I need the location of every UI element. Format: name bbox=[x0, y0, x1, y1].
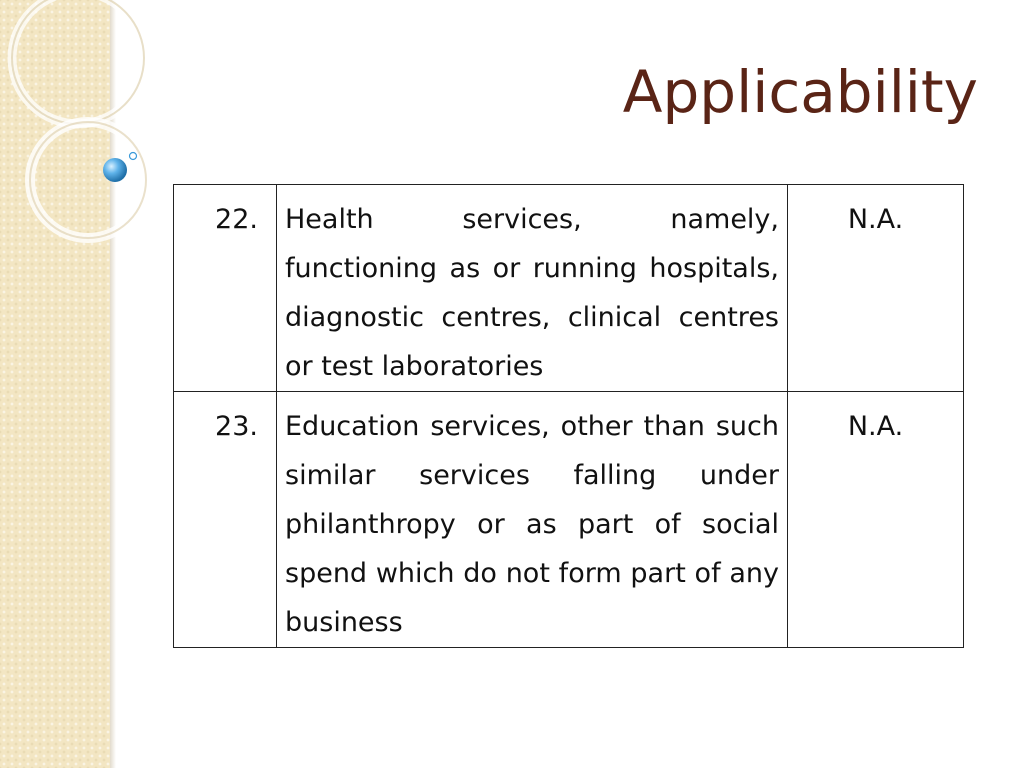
row-applicability: N.A. bbox=[788, 185, 964, 392]
row-number: 22. bbox=[174, 185, 277, 392]
row-description bbox=[277, 392, 788, 648]
row-description bbox=[277, 185, 788, 392]
table-row bbox=[174, 392, 964, 648]
blue-orb-icon bbox=[103, 158, 127, 182]
applicability-table bbox=[173, 184, 964, 648]
table-row bbox=[174, 185, 964, 392]
slide-title: Applicability bbox=[622, 58, 978, 126]
row-description-text: Education services, other than such similar services falling under philanthropy or as part of social spend which do not form part of any business bbox=[285, 411, 779, 638]
row-applicability: N.A. bbox=[788, 392, 964, 648]
row-description-text: Health services, namely, functioning as or running hospitals, diagnostic centres, clinical centres or test laboratories bbox=[285, 204, 779, 382]
row-number: 23. bbox=[174, 392, 277, 648]
decorative-rings-icon bbox=[0, 0, 180, 260]
